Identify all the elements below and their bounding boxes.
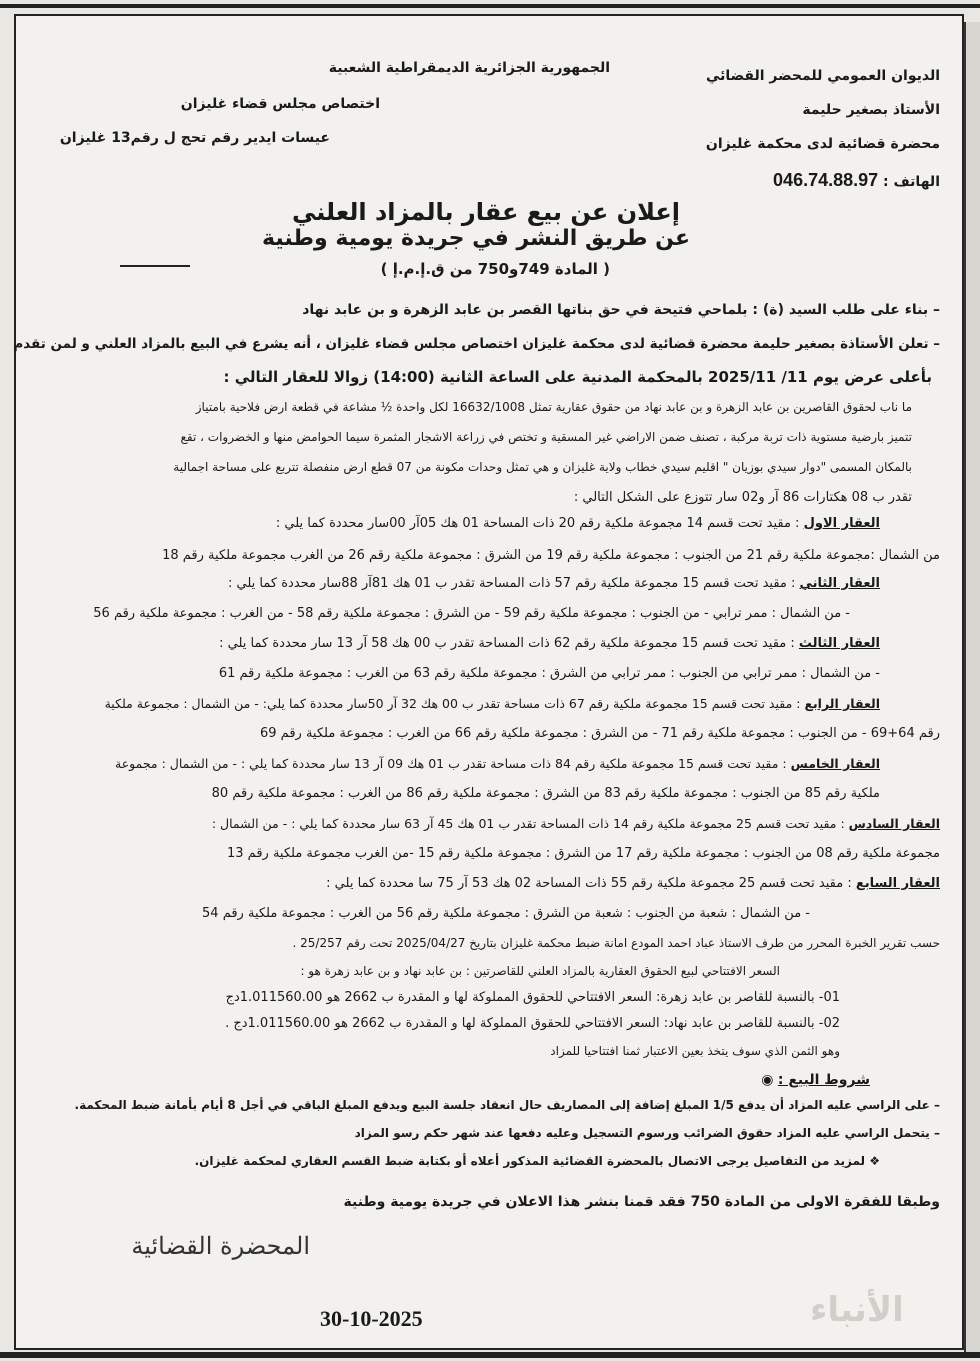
condition-1-text: على الراسي عليه المزاد أن يدفع 1/5 المبلغ إضافة إلى المصاريف حال انعقاد جلسة البيع ويدفع المبلغ الباقي في أجل 8 أيام بأمانة ضبط المحكمة. bbox=[74, 1098, 930, 1112]
lot-1 bbox=[276, 516, 880, 531]
lot-text: : مقيد تحت قسم 15 مجموعة ملكية رقم 57 ذات المساحة تقدر ب 01 هك 81آر 88سار محددة كما يلي : bbox=[228, 576, 796, 591]
phone-number: 046.74.88.97 bbox=[773, 170, 879, 190]
lot-text: : مقيد تحت قسم 25 مجموعة ملكية رقم 14 ذات المساحة تقدر ب 01 هك 45 آر 63 سار محددة كما يلي : - من الشمال : bbox=[211, 816, 845, 831]
lot-1-bounds: من الشمال :مجموعة ملكية رقم 21 من الجنوب : مجموعة ملكية رقم 19 من الشرق : مجموعة ملكية رقم 26 من الغرب مجموعة ملكية رقم 18 bbox=[162, 548, 940, 563]
phone-label: الهاتف : bbox=[883, 174, 940, 190]
lot-label: العقار الرابع bbox=[804, 696, 880, 711]
opening-price-1: 01- بالنسبة للقاصر بن عابد زهرة: السعر الافتتاحي للحقوق المملوكة لها و المقدرة ب 2662 هو 1.011560.00دج bbox=[225, 990, 840, 1005]
phone-row bbox=[773, 170, 940, 191]
bailiff-name: الأستاذ بصغير حليمة bbox=[802, 102, 940, 118]
legal-articles: ( المادة 749و750 من ق.إ.م.إ ) bbox=[380, 260, 610, 278]
newspaper-logo-text: الأنباء bbox=[810, 1290, 904, 1330]
lot-text: : مقيد تحت قسم 14 مجموعة ملكية رقم 20 ذات المساحة 01 هك 05آر 00سار محددة كما يلي : bbox=[275, 516, 800, 531]
title-line2: عن طريق النشر في جريدة يومية وطنية bbox=[262, 226, 690, 251]
lot-6-bounds: مجموعة ملكية رقم 08 من الجنوب : مجموعة ملكية رقم 17 من الشرق : مجموعة ملكية رقم 15 -من الغرب مجموعة ملكية رقم 13 bbox=[227, 846, 940, 861]
lot-7-bounds: - من الشمال : شعبة من الجنوب : شعبة من الشرق : مجموعة ملكية رقم 56 من الغرب : مجموعة ملكية رقم 54 bbox=[202, 906, 810, 921]
newspaper-logo bbox=[810, 1290, 904, 1330]
bottom-border bbox=[0, 1352, 980, 1358]
adjacent-column-edge bbox=[964, 22, 980, 1352]
condition-3-text: لمزيد من التفاصيل يرجى الاتصال بالمحضرة القضائية المذكور أعلاه أو بكتابة ضبط القسم العقاري لمحكمة غليزان. bbox=[194, 1154, 866, 1168]
republic-name: الجمهورية الجزائرية الديمقراطية الشعبية bbox=[328, 60, 610, 76]
lot-4 bbox=[105, 696, 880, 711]
jurisdiction: اختصاص مجلس قضاء غليزان bbox=[180, 96, 380, 112]
office-name: الديوان العمومي للمحضر القضائي bbox=[705, 68, 940, 84]
condition-3 bbox=[195, 1154, 880, 1168]
lot-label: العقار السابع bbox=[855, 876, 940, 891]
notice-text: تعلن الأستاذة بصغير حليمة محضرة قضائية لدى محكمة غليزان اختصاص مجلس قضاء غليزان ، أنه يشرع في البيع بالمزاد العلني و لمن تقدم bbox=[13, 336, 929, 352]
lot-2 bbox=[228, 576, 880, 591]
description-line4: تقدر ب 08 هكتارات 86 آر و02 سار تتوزع على الشكل التالي : bbox=[573, 490, 912, 505]
opening-price-intro: السعر الافتتاحي لبيع الحقوق العقارية بالمزاد العلني للقاصرتين : بن عابد نهاد و بن عابد زهرة هو : bbox=[300, 964, 780, 978]
closing-statement: وطبقا للفقرة الاولى من المادة 750 فقد قمنا بنشر هذا الاعلان في جريدة يومية وطنية bbox=[343, 1194, 940, 1210]
title-rule bbox=[120, 265, 190, 267]
conditions-heading: شروط البيع : bbox=[777, 1072, 870, 1088]
requester-paragraph: – بناء على طلب السيد (ة) : بلماحي فتيحة في حق بناتها القصر بن عابد الزهرة و بن عابد نهاد bbox=[302, 302, 940, 318]
announcement-page bbox=[13, 40, 940, 1340]
lot-label: العقار الاول bbox=[803, 516, 880, 531]
lot-7 bbox=[326, 876, 940, 891]
lot-label: العقار الثاني bbox=[799, 576, 880, 591]
description-line3: بالمكان المسمى "دوار سيدي بوزيان " اقليم سيدي خطاب ولاية غليزان و هي تمثل وحدات مكونة من 07 قطع ارض منفصلة تتربع على مساحة اجمالية bbox=[173, 460, 912, 474]
signature-stamp: المحضرة القضائية bbox=[131, 1232, 310, 1260]
conditions-heading-row bbox=[761, 1072, 870, 1088]
lot-text: : مقيد تحت قسم 15 مجموعة ملكية رقم 62 ذات المساحة تقدر ب 00 هك 58 آر 13 سار محددة كما يلي : bbox=[219, 636, 795, 651]
condition-2: – يتحمل الراسي عليه المزاد حقوق الضرائب ورسوم التسجيل وعليه دفعها عند شهر حكم رسو المزاد bbox=[354, 1126, 940, 1140]
publication-date: 30-10-2025 bbox=[320, 1306, 423, 1331]
lot-5-bounds: ملكية رقم 85 من الجنوب : مجموعة ملكية رقم 83 من الشرق : مجموعة ملكية رقم 86 من الغرب : مجموعة ملكية رقم 80 bbox=[211, 786, 880, 801]
notice-paragraph: – تعلن الأستاذة بصغير حليمة محضرة قضائية لدى محكمة غليزان اختصاص مجلس قضاء غليزان ، أنه يشرع في البيع بالمزاد العلني و لمن تقدم bbox=[13, 336, 940, 352]
expert-report: حسب تقرير الخبرة المحرر من طرف الاستاذ عباد احمد المودع امانة ضبط محكمة غليزان بتاريخ 2025/04/27 تحت رقم 25/257 . bbox=[292, 936, 940, 950]
lot-2-bounds: - من الشمال : ممر ترابي - من الجنوب : مجموعة ملكية رقم 59 - من الشرق : مجموعة ملكية رقم 58 - من الغرب : مجموعة ملكية رقم 56 bbox=[93, 606, 850, 621]
bailiff-court: محضرة قضائية لدى محكمة غليزان bbox=[705, 136, 940, 152]
lot-6 bbox=[212, 816, 940, 831]
condition-2-text: يتحمل الراسي عليه المزاد حقوق الضرائب ورسوم التسجيل وعليه دفعها عند شهر حكم رسو المزاد bbox=[354, 1126, 930, 1140]
opening-price-2: 02- بالنسبة للقاصر بن عابد نهاد: السعر الافتتاحي للحقوق المملوكة لها و المقدرة ب 2662 هو 1.011560.00دج . bbox=[225, 1016, 840, 1031]
requester-text: بناء على طلب السيد (ة) : بلماحي فتيحة في حق بناتها القصر بن عابد الزهرة و بن عابد نهاد bbox=[302, 302, 929, 318]
lot-label: العقار الثالث bbox=[798, 636, 880, 651]
description-line1: ما ناب لحقوق القاصرين بن عابد الزهرة و بن عابد نهاد من حقوق عقارية تمثل 16632/1008 لكل واحدة ½ مشاعة في قطعة ارض فلاحية بامتياز bbox=[195, 400, 912, 414]
price-note: وهو الثمن الذي سوف يتخذ بعين الاعتبار ثمنا افتتاحيا للمزاد bbox=[550, 1044, 840, 1058]
lot-label: العقار الخامس bbox=[790, 756, 880, 771]
lot-5 bbox=[115, 756, 880, 771]
auction-date-line: بأعلى عرض يوم 11/ 2025/11 بالمحكمة المدنية على الساعة الثانية (14:00) زوالا للعقار التالي : bbox=[223, 368, 932, 386]
lot-text: : مقيد تحت قسم 25 مجموعة ملكية رقم 55 ذات المساحة 02 هك 53 آر 75 سا محددة كما يلي : bbox=[326, 876, 852, 891]
condition-1: – على الراسي عليه المزاد أن يدفع 1/5 المبلغ إضافة إلى المصاريف حال انعقاد جلسة البيع ويدفع المبلغ الباقي في أجل 8 أيام بأمانة ضبط المحكمة. bbox=[74, 1098, 940, 1112]
lot-text: : مقيد تحت قسم 15 مجموعة ملكية رقم 84 ذات مساحة تقدر ب 01 هك 09 آر 13 سار محددة كما يلي : - من الشمال : مجموعة bbox=[115, 756, 787, 771]
lot-label: العقار السادس bbox=[848, 816, 940, 831]
top-border bbox=[0, 4, 980, 8]
bullet-icon: ◉ bbox=[761, 1072, 774, 1088]
lot-4-bounds: رقم 64+69 - من الجنوب : مجموعة ملكية رقم 71 - من الشرق : مجموعة ملكية رقم 66 من الغرب : مجموعة ملكية رقم 69 bbox=[260, 726, 940, 741]
description-line2: تتميز بارضية مستوية ذات تربة مركبة ، تصنف ضمن الاراضي غير المسقية و تختص في زراعة الاشجار المثمرة سيما الحوامض منها و الخضروات ، تقع bbox=[180, 430, 912, 444]
title-line1: إعلان عن بيع عقار بالمزاد العلني bbox=[291, 198, 680, 226]
lot-3-bounds: - من الشمال : ممر ترابي من الجنوب : ممر ترابي من الشرق : مجموعة ملكية رقم 63 من الغرب : مجموعة ملكية رقم 61 bbox=[218, 666, 880, 681]
diamond-bullet-icon: ❖ bbox=[869, 1154, 880, 1168]
address: عيسات ايدير رقم تحج ل رقم13 غليزان bbox=[59, 130, 330, 146]
lot-3 bbox=[219, 636, 880, 651]
lot-text: : مقيد تحت قسم 15 مجموعة ملكية رقم 67 ذات مساحة تقدر ب 00 هك 32 آر 50سار محددة كما يلي: - من الشمال : مجموعة ملكية bbox=[104, 696, 801, 711]
